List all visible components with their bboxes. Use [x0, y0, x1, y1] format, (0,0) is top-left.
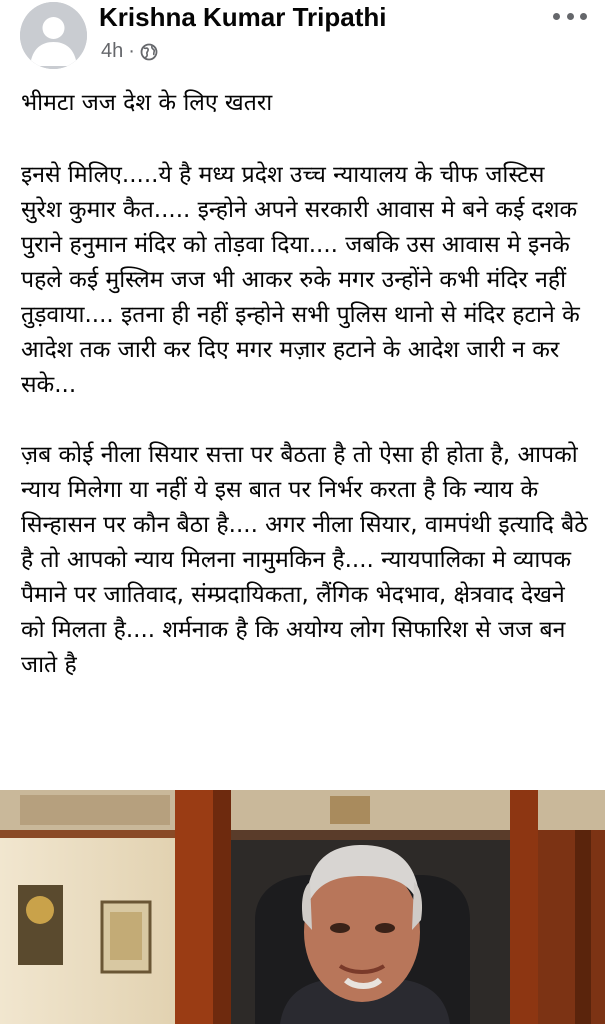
default-avatar-icon — [20, 2, 87, 69]
author-name[interactable]: Krishna Kumar Tripathi — [99, 2, 387, 32]
avatar[interactable] — [20, 2, 87, 69]
post-paragraph-1: इनसे मिलिए.....ये है मध्य प्रदेश उच्च न्यायालय के चीफ जस्टिस सुरेश कुमार कैत..... इन्होने अपने सरकारी आवास मे बने कई दशक पुराने हनुमान मंदिर को तोड़वा दिया.... जबकि उस आवास मे इनके पहले कई मुस्लिम जज भी आकर रुके मगर उन्होंने कभी मंदिर नहीं तुड़वाया.... इतना ही नहीं इन्होने सभी पुलिस थानो से मंदिर हटाने के आदेश तक जारी कर दिए मगर मज़ार हटाने के आदेश जारी न कर सके... — [21, 162, 588, 398]
photo-illustration — [0, 790, 605, 1024]
post-title: भीमटा जज देश के लिए खतरा — [21, 90, 273, 116]
post-paragraph-2: ज़ब कोई नीला सियार सत्ता पर बैठता है तो ऐसा ही होता है, आपको न्याय मिलेगा या नहीं ये इस बात पर निर्भर करता है कि न्याय के सिन्हासन पर कौन बैठा है.... अगर नीला सियार, वामपंथी इत्यादि बैठे है तो आपको न्याय मिलना नामुमकिन है.... न्यायपालिका मे व्यापक पैमाने पर जातिवाद, संम्प्रदायिकता, लैंगिक भेदभाव, क्षेत्रवाद देखने को मिलता है.... शर्मनाक है कि अयोग्य लोग सिफारिश से जज बन जाते है — [21, 442, 595, 678]
meta-separator: · — [128, 40, 135, 62]
post-meta — [101, 40, 158, 63]
post-header — [0, 0, 605, 80]
post-text — [21, 86, 595, 683]
post-photo[interactable] — [0, 790, 605, 1024]
more-options-icon[interactable] — [553, 8, 587, 24]
globe-icon[interactable] — [140, 43, 158, 61]
post-time[interactable]: 4h — [101, 40, 124, 62]
